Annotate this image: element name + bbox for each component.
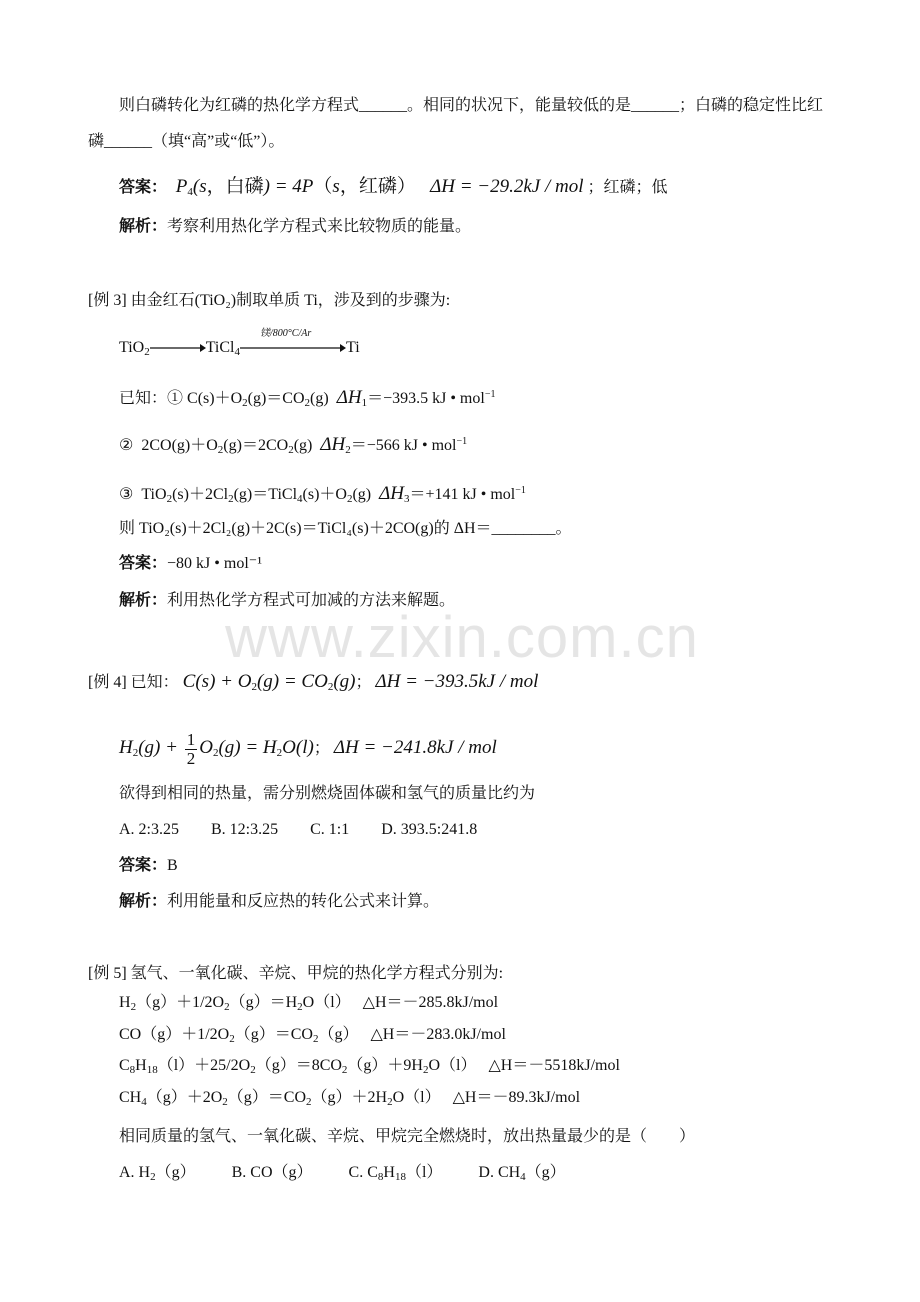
ex4-known-1: [例 4] 已知： $C(s) + O_2(g) = CO_2(g)$； ΔH = −393.5kJ / mol xyxy=(88,671,539,693)
ex4-answer xyxy=(119,856,178,876)
option-a: A. $H_2(g)$ xyxy=(119,1164,196,1183)
option-a: A. 2:3.25 xyxy=(119,821,179,838)
option-b: B. 12:3.25 xyxy=(211,821,279,838)
answer-text: −80 kJ • mol⁻¹ xyxy=(167,555,262,572)
analysis-label: 解析： xyxy=(119,218,168,235)
ex5-eq-h2: $H_2(g)+1/2O_2(g)=H_2O(l)$ △H＝－285.8kJ/mol xyxy=(119,994,499,1013)
ex5-eq-co: $CO(g)+1/2O_2(g)=CO_2(g)$ △H＝－283.0kJ/mol xyxy=(119,1026,506,1045)
answer-label: 答案： xyxy=(119,857,168,874)
ex2-question-line1: 则白磷转化为红磷的热化学方程式______。相同的状况下，能量较低的是______；白磷的稳定性比红 xyxy=(119,97,824,114)
ex3-analysis xyxy=(119,591,455,611)
answer-text: B xyxy=(167,857,178,874)
ex4-analysis xyxy=(119,892,439,912)
ex4-question: 欲得到相同的热量，需分别燃烧固体碳和氢气的质量比约为 xyxy=(119,785,536,802)
ex4-prefix: [例 4] 已知： xyxy=(88,674,179,691)
watermark-text: www.zixin.com.cn xyxy=(225,605,699,670)
option-c: C. $C_8H_{18}(l)$ xyxy=(348,1164,443,1183)
reaction-arrow-1 xyxy=(150,341,206,355)
answer-label: 答案： xyxy=(119,179,168,196)
circled-2: ② xyxy=(119,437,134,454)
ex2-question-line2: 磷______（填“高”或“低”）。 xyxy=(88,133,285,150)
ex3-title: [例 3] 由金红石(TiO₂)制取单质 Ti，涉及到的步骤为: xyxy=(88,292,451,309)
circled-3: ③ xyxy=(119,486,134,503)
ex2-analysis xyxy=(119,217,471,237)
option-c: C. 1:1 xyxy=(310,821,350,838)
analysis-label: 解析： xyxy=(119,893,168,910)
ex4-options xyxy=(119,820,477,840)
analysis-text: 考察利用热化学方程式来比较物质的能量。 xyxy=(167,218,472,235)
answer-label: 答案： xyxy=(119,555,168,572)
ex5-eq-methane: $CH_4(g)+2O_2(g)=CO_2(g)+2H_2O(l)$ △H＝－89.3kJ/mol xyxy=(119,1089,581,1108)
ex3-answer xyxy=(119,554,262,574)
ex3-known-1: 已知：① $C(s)+O_2(g)=CO_2(g)$ $\Delta H_1=-393.5$ kJ • mol$^{-1}$ xyxy=(119,387,496,409)
fraction-half: $\frac{1}{2}$ xyxy=(186,729,196,768)
ex5-options xyxy=(119,1163,566,1187)
ex5-eq-octane: $C_8H_{18}(l)+25/2O_2(g)=8CO_2(g)+9H_2O(l)$ △H＝－5518kJ/mol xyxy=(119,1057,620,1076)
known-prefix: 已知：① xyxy=(119,390,184,407)
option-d: D. $CH_4(g)$ xyxy=(478,1164,566,1183)
analysis-text: 利用热化学方程式可加减的方法来解题。 xyxy=(167,592,456,609)
ex5-question: 相同质量的氢气、一氧化碳、辛烷、甲烷完全燃烧时，放出热量最少的是（ ） xyxy=(119,1128,696,1145)
ex5-title: [例 5] 氢气、一氧化碳、辛烷、甲烷的热化学方程式分别为: xyxy=(88,965,504,982)
reaction-arrow-2 xyxy=(240,328,346,358)
ex2-answer xyxy=(119,177,668,202)
ex2-equation: $P_4(s$，白磷) = 4P（s，红磷） ΔH = −29.2kJ / mol xyxy=(171,176,584,198)
ex2-answer-tail: ；红磷；低 xyxy=(587,179,668,196)
option-d: D. 393.5:241.8 xyxy=(381,821,478,838)
analysis-text: 利用能量和反应热的转化公式来计算。 xyxy=(167,893,440,910)
ex3-known-2: ② $2CO(g)+O_2(g)=2CO_2(g)$ $\Delta H_2=-566$ kJ • mol$^{-1}$ xyxy=(119,434,468,456)
option-b: B. CO（g） xyxy=(231,1164,313,1181)
arrow-condition: 镁/800°C/Ar xyxy=(260,328,312,340)
ex3-known-3: ③ $TiO_2(s)+2Cl_2(g)=TiCl_4(s)+O_2(g)$ $\Delta H_3=+141$ kJ • mol$^{-1}$ xyxy=(119,483,526,505)
ex3-steps: TiO$_2$ TiCl$_4$ 镁/800°C/Ar Ti xyxy=(119,338,360,362)
ex3-question: 则 TiO₂(s)＋2Cl₂(g)＋2C(s)＝TiCl₄(s)＋2CO(g)的 ΔH＝________。 xyxy=(119,520,572,537)
ex4-known-2: $H_2(g)$ + $\frac{1}{2}$ $O_2(g) = H_2O(l)$； ΔH = −241.8kJ / mol xyxy=(119,729,497,768)
analysis-label: 解析： xyxy=(119,592,168,609)
